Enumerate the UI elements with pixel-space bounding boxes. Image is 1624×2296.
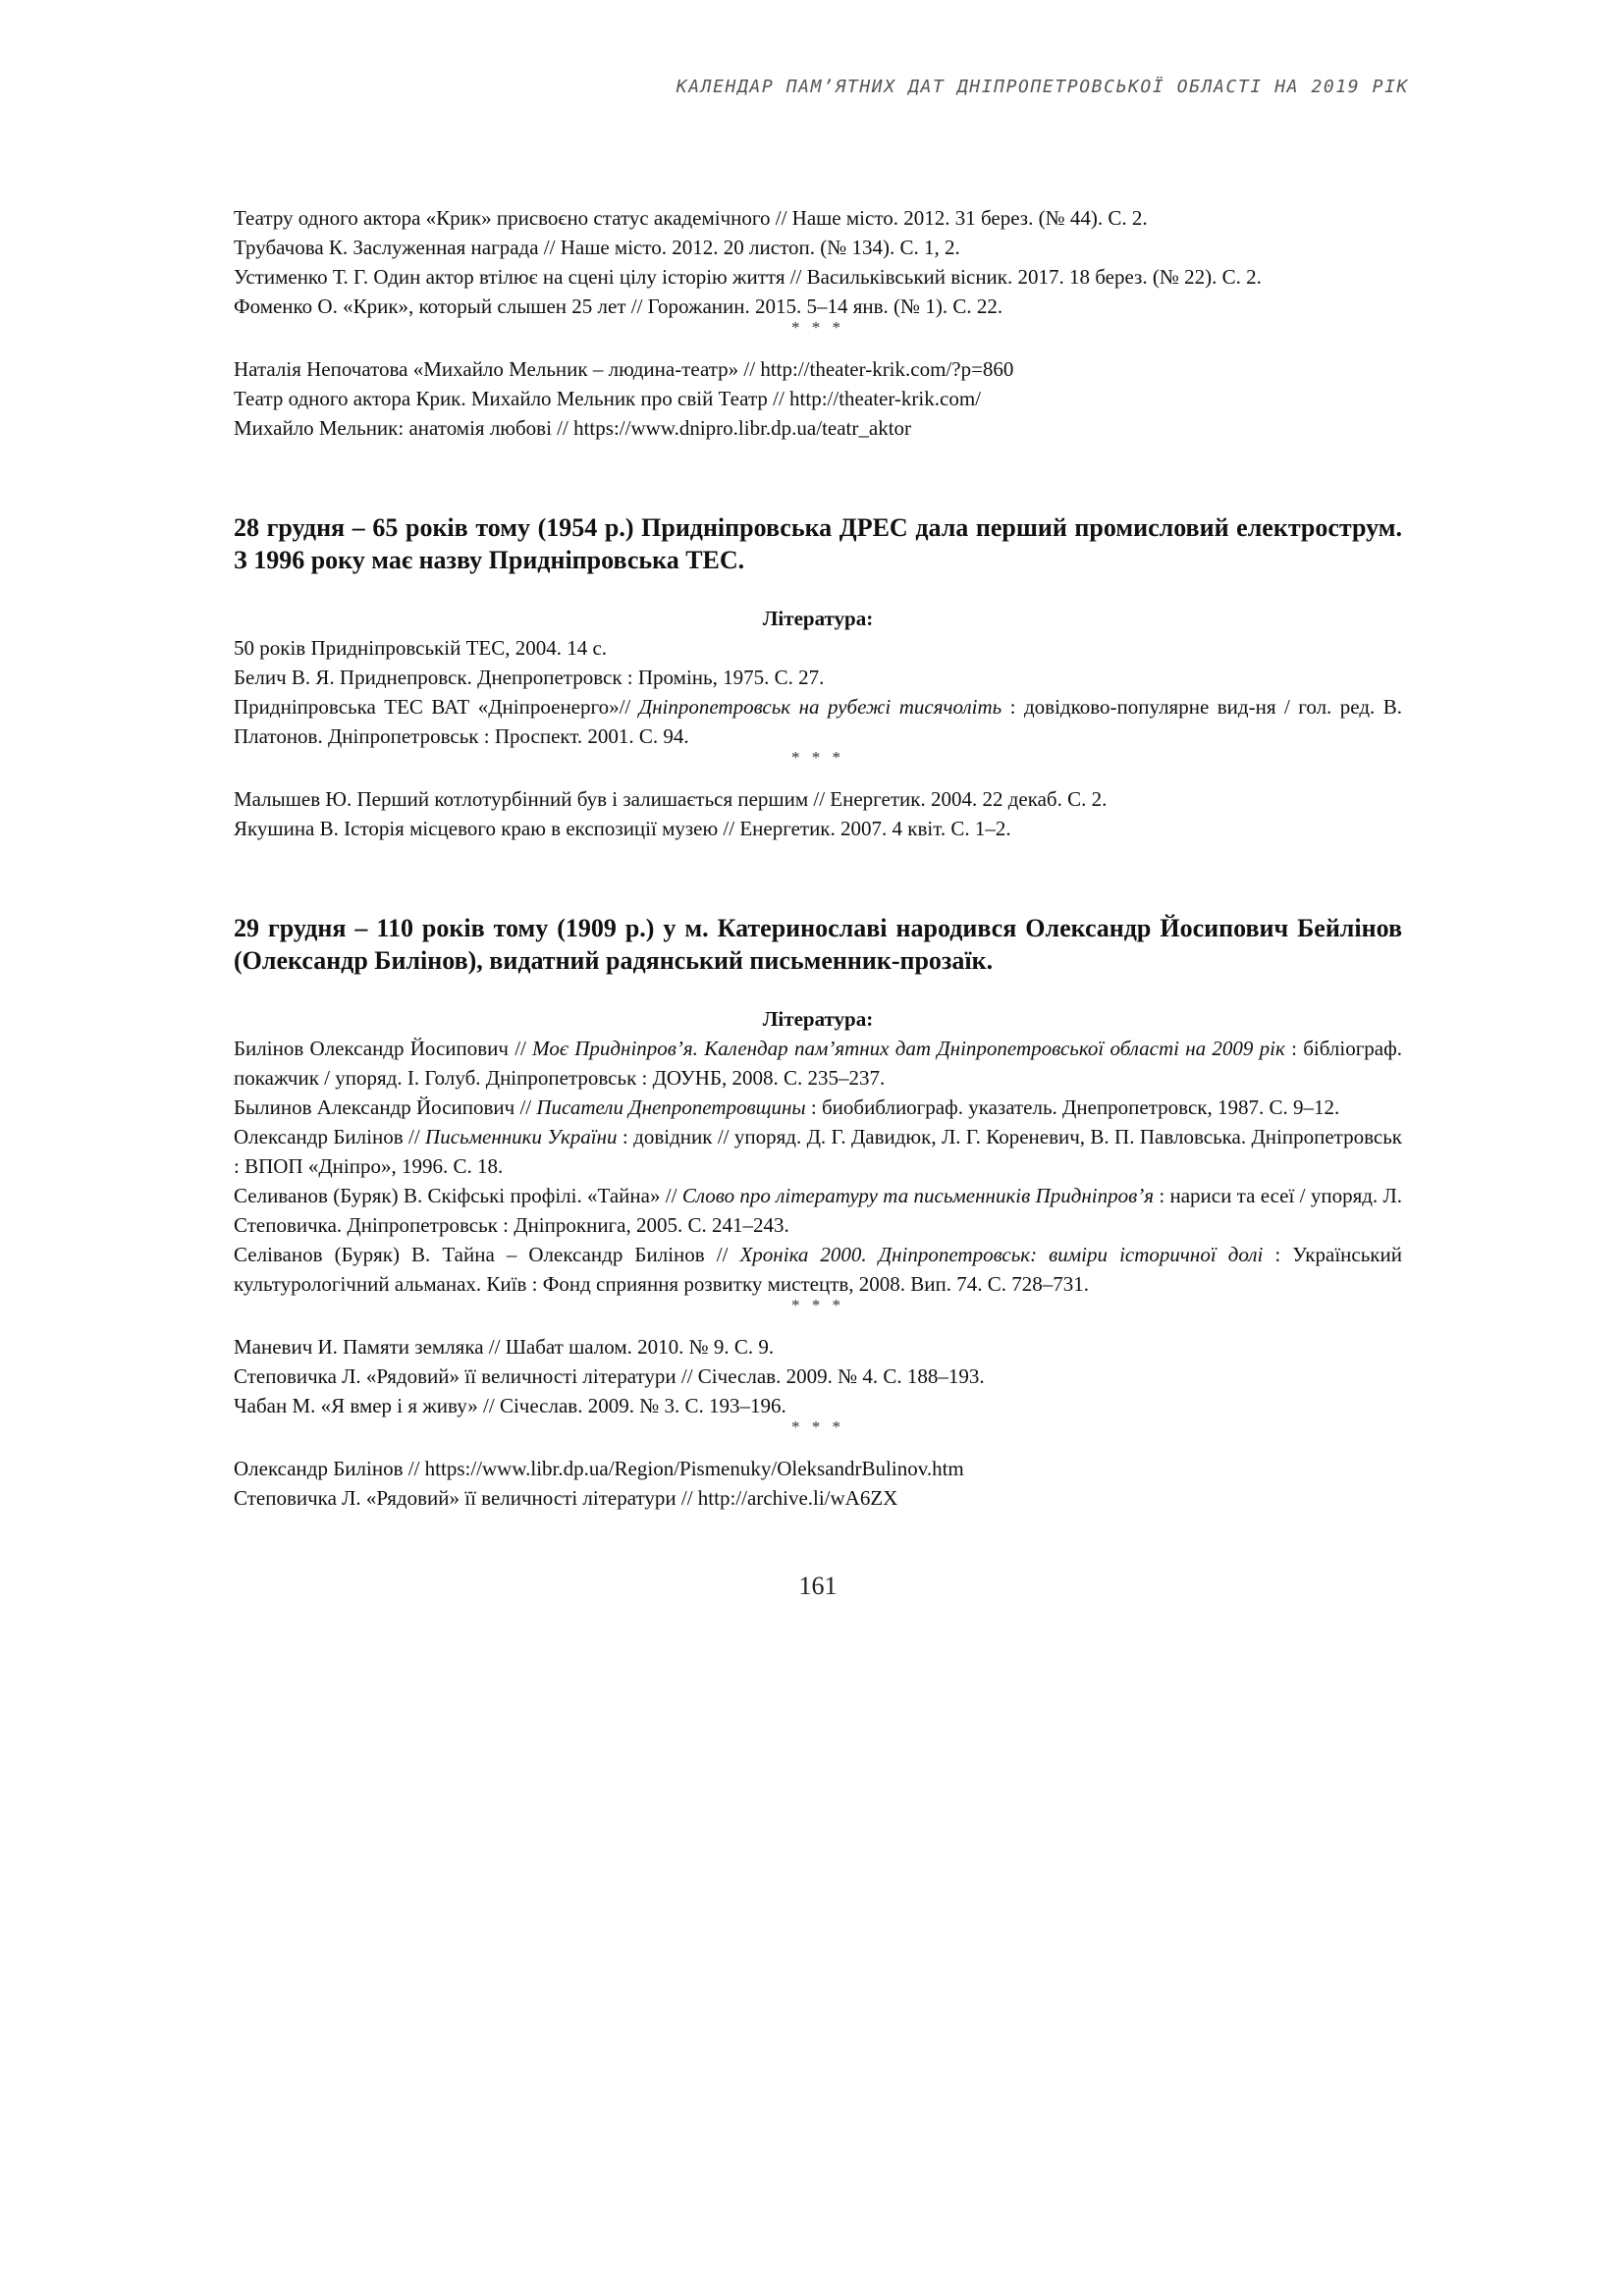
bibliography-entry: Придніпровська ТЕС ВАТ «Дніпроенерго»// Дніпропетровськ на рубежі тисячоліть : довідково-популярне вид-ня / гол. ред. В. Платонов. Дніпропетровськ : Проспект. 2001. С. 94. (234, 695, 1403, 748)
running-header: КАЛЕНДАР ПАМ’ЯТНИХ ДАТ ДНІПРОПЕТРОВСЬКОЇ ОБЛАСТІ НА 2019 РІК (676, 77, 1409, 97)
bibliography-entry: Трубачова К. Заслуженная награда // Наше місто. 2012. 20 листоп. (№ 134). С. 1, 2. (234, 236, 960, 259)
section-separator: * * * (791, 748, 844, 767)
bibliography-entry: Билінов Олександр Йосипович // Моє Придніпров’я. Календар пам’ятних дат Дніпропетровської області на 2009 рік : бібліограф. покажчик / упоряд. І. Голуб. Дніпропетровськ : ДОУНБ, 2008. С. 235–237. (234, 1037, 1402, 1090)
bibliography-entry: Устименко Т. Г. Один актор втілює на сцені цілу історію життя // Васильківський вісник. 2017. 18 берез. (№ 22). С. 2. (234, 265, 1262, 289)
bibliography-entry: 50 років Придніпровській ТЕС, 2004. 14 с. (234, 636, 608, 660)
web-resource-entry: Олександр Билінов // https://www.libr.dp.ua/Region/Pismenuky/OleksandrBulinov.htm (234, 1457, 964, 1480)
bibliography-entry: Олександр Билінов // Письменники України : довідник // упоряд. Д. Г. Давидюк, Л. Г. Кореневич, В. П. Павловська. Дніпропетровськ : ВПОП «Дніпро», 1996. С. 18. (234, 1125, 1403, 1178)
literature-label: Література: (762, 1007, 874, 1031)
bibliography-entry: Селиванов (Буряк) В. Скіфські профілі. «Тайна» // Слово про літературу та письменників Придніпров’я : нариси та есеї / упоряд. Л. Степовичка. Дніпропетровськ : Дніпрокнига, 2005. С. 241–243. (234, 1184, 1402, 1237)
section-separator: * * * (791, 1296, 844, 1314)
article-entry: Малышев Ю. Перший котлотурбінний був і залишається першим // Енергетик. 2004. 22 декаб. С. 2. (234, 787, 1108, 811)
bibliography-entry: Театру одного актора «Крик» присвоєно статус академічного // Наше місто. 2012. 31 берез. (№ 44). С. 2. (234, 206, 1148, 230)
article-entry: Чабан М. «Я вмер і я живу» // Січеслав. 2009. № 3. С. 193–196. (234, 1394, 786, 1417)
bibliography-entry: Фоменко О. «Крик», который слышен 25 лет // Горожанин. 2015. 5–14 янв. (№ 1). С. 22. (234, 294, 1003, 318)
web-resource-entry: Наталія Непочатова «Михайло Мельник – людина-театр» // http://theater-krik.com/?p=860 (234, 357, 1014, 381)
bibliography-entry: Былинов Александр Йосипович // Писатели Днепропетровщины : биобиблиограф. указатель. Днепропетровск, 1987. С. 9–12. (234, 1095, 1340, 1119)
literature-label: Література: (762, 607, 874, 630)
date-heading: 28 грудня – 65 років тому (1954 р.) Придніпровська ДРЕС дала перший промисловий електрострум. З 1996 року має назву Придніпровська ТЕС. (234, 513, 1402, 574)
article-entry: Якушина В. Історія місцевого краю в експозиції музею // Енергетик. 2007. 4 квіт. С. 1–2. (234, 817, 1011, 840)
page-number: 161 (798, 1572, 838, 1600)
article-entry: Степовичка Л. «Рядовий» її величності літератури // Січеслав. 2009. № 4. С. 188–193. (234, 1364, 985, 1388)
web-resource-entry: Театр одного актора Крик. Михайло Мельник про свій Театр // http://theater-krik.com/ (234, 387, 981, 410)
bibliography-entry: Селіванов (Буряк) В. Тайна – Олександр Билінов // Хроніка 2000. Дніпропетровськ: виміри історичної долі : Український культурологічний альманах. Київ : Фонд сприяння розвитку мистецтв, 2008. Вип. 74. С. 728–731. (234, 1243, 1402, 1296)
page-content (234, 203, 1402, 1601)
web-resource-entry: Степовичка Л. «Рядовий» її величності літератури // http://archive.li/wA6ZX (234, 1486, 898, 1510)
bibliography-entry: Белич В. Я. Приднепровск. Днепропетровск : Промінь, 1975. С. 27. (234, 666, 825, 689)
article-entry: Маневич И. Памяти земляка // Шабат шалом. 2010. № 9. С. 9. (234, 1335, 775, 1359)
date-heading: 29 грудня – 110 років тому (1909 р.) у м. Катеринославі народився Олександр Йосипович Бейлінов (Олександр Билінов), видатний радянський письменник-прозаїк. (234, 914, 1402, 975)
web-resource-entry: Михайло Мельник: анатомія любові // https://www.dnipro.libr.dp.ua/teatr_aktor (234, 416, 912, 440)
section-separator: * * * (791, 1417, 844, 1436)
section-separator: * * * (791, 318, 844, 337)
